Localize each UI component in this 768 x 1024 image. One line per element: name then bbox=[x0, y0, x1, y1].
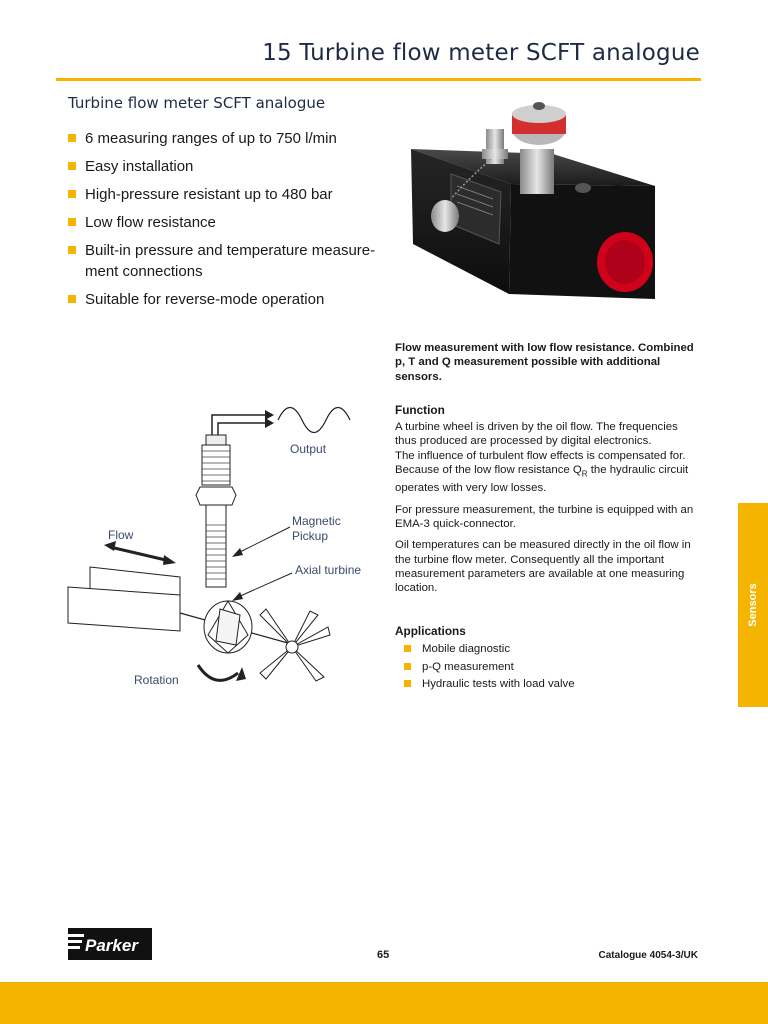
bullet-square-icon bbox=[68, 162, 76, 170]
flow-label: Flow bbox=[108, 528, 134, 542]
bullet-square-icon bbox=[68, 134, 76, 142]
application-item: Hydraulic tests with load valve bbox=[404, 676, 575, 694]
feature-item: High-pressure resistant up to 480 bar bbox=[68, 184, 388, 205]
feature-item: 6 measuring ranges of up to 750 l/min bbox=[68, 128, 388, 149]
side-tab-label: Sensors bbox=[747, 583, 759, 627]
applications-list bbox=[404, 641, 575, 694]
feature-item: Low flow resistance bbox=[68, 212, 388, 233]
axial-turbine-label: Axial turbine bbox=[295, 563, 362, 577]
function-paragraph: For pressure measurement, the turbine is equipped with an EMA-3 quick-connector. bbox=[395, 503, 694, 531]
page-number: 65 bbox=[377, 949, 390, 961]
parker-logo bbox=[68, 928, 152, 960]
magnetic-label: Magnetic bbox=[292, 514, 341, 528]
feature-item: Suitable for reverse-mode operation bbox=[68, 289, 388, 310]
function-heading: Function bbox=[395, 403, 445, 417]
application-item: Mobile diagnostic bbox=[404, 641, 575, 659]
page-title: 15 Turbine flow meter SCFT analogue bbox=[262, 40, 700, 66]
bullet-square-icon bbox=[404, 680, 411, 687]
bullet-square-icon bbox=[68, 218, 76, 226]
bullet-square-icon bbox=[68, 246, 76, 254]
output-label: Output bbox=[290, 442, 327, 456]
applications-heading: Applications bbox=[395, 624, 466, 638]
product-photo bbox=[393, 94, 695, 330]
side-tab-sensors[interactable] bbox=[738, 503, 768, 707]
title-rule bbox=[56, 78, 701, 81]
bullet-square-icon bbox=[404, 645, 411, 652]
function-paragraph: Oil temperatures can be measured directly in the oil flow in the turbine flow meter. Consequently all the important measurement parameters are available at one measuring location. bbox=[395, 539, 691, 595]
catalogue-reference: Catalogue 4054-3/UK bbox=[598, 950, 698, 961]
svg-text:Parker: Parker bbox=[85, 936, 138, 955]
bullet-square-icon bbox=[68, 190, 76, 198]
feature-item: Easy installation bbox=[68, 156, 388, 177]
function-body bbox=[395, 420, 700, 603]
bullet-square-icon bbox=[404, 663, 411, 670]
pickup-label: Pickup bbox=[292, 529, 329, 543]
application-item: p-Q measurement bbox=[404, 659, 575, 677]
intro-text: Flow measurement with low flow resistance. Combined p, T and Q measurement possible with additional sensors. bbox=[395, 342, 694, 383]
feature-list bbox=[68, 128, 388, 317]
function-paragraph: A turbine wheel is driven by the oil flow. The frequencies thus produced are processed by digital electronics. The influence of turbulent flow effects is compensated for. Because of the low flow resistance $Q_R$ the hydraulic circuit operates with very low losses. bbox=[395, 421, 689, 495]
section-heading: Turbine flow meter SCFT analogue bbox=[68, 94, 326, 112]
turbine-diagram bbox=[60, 395, 380, 705]
feature-item: Built-in pressure and temperature measure-ment connections bbox=[68, 240, 388, 282]
bullet-square-icon bbox=[68, 295, 76, 303]
rotation-label: Rotation bbox=[134, 673, 179, 687]
bottom-bar bbox=[0, 982, 768, 1024]
